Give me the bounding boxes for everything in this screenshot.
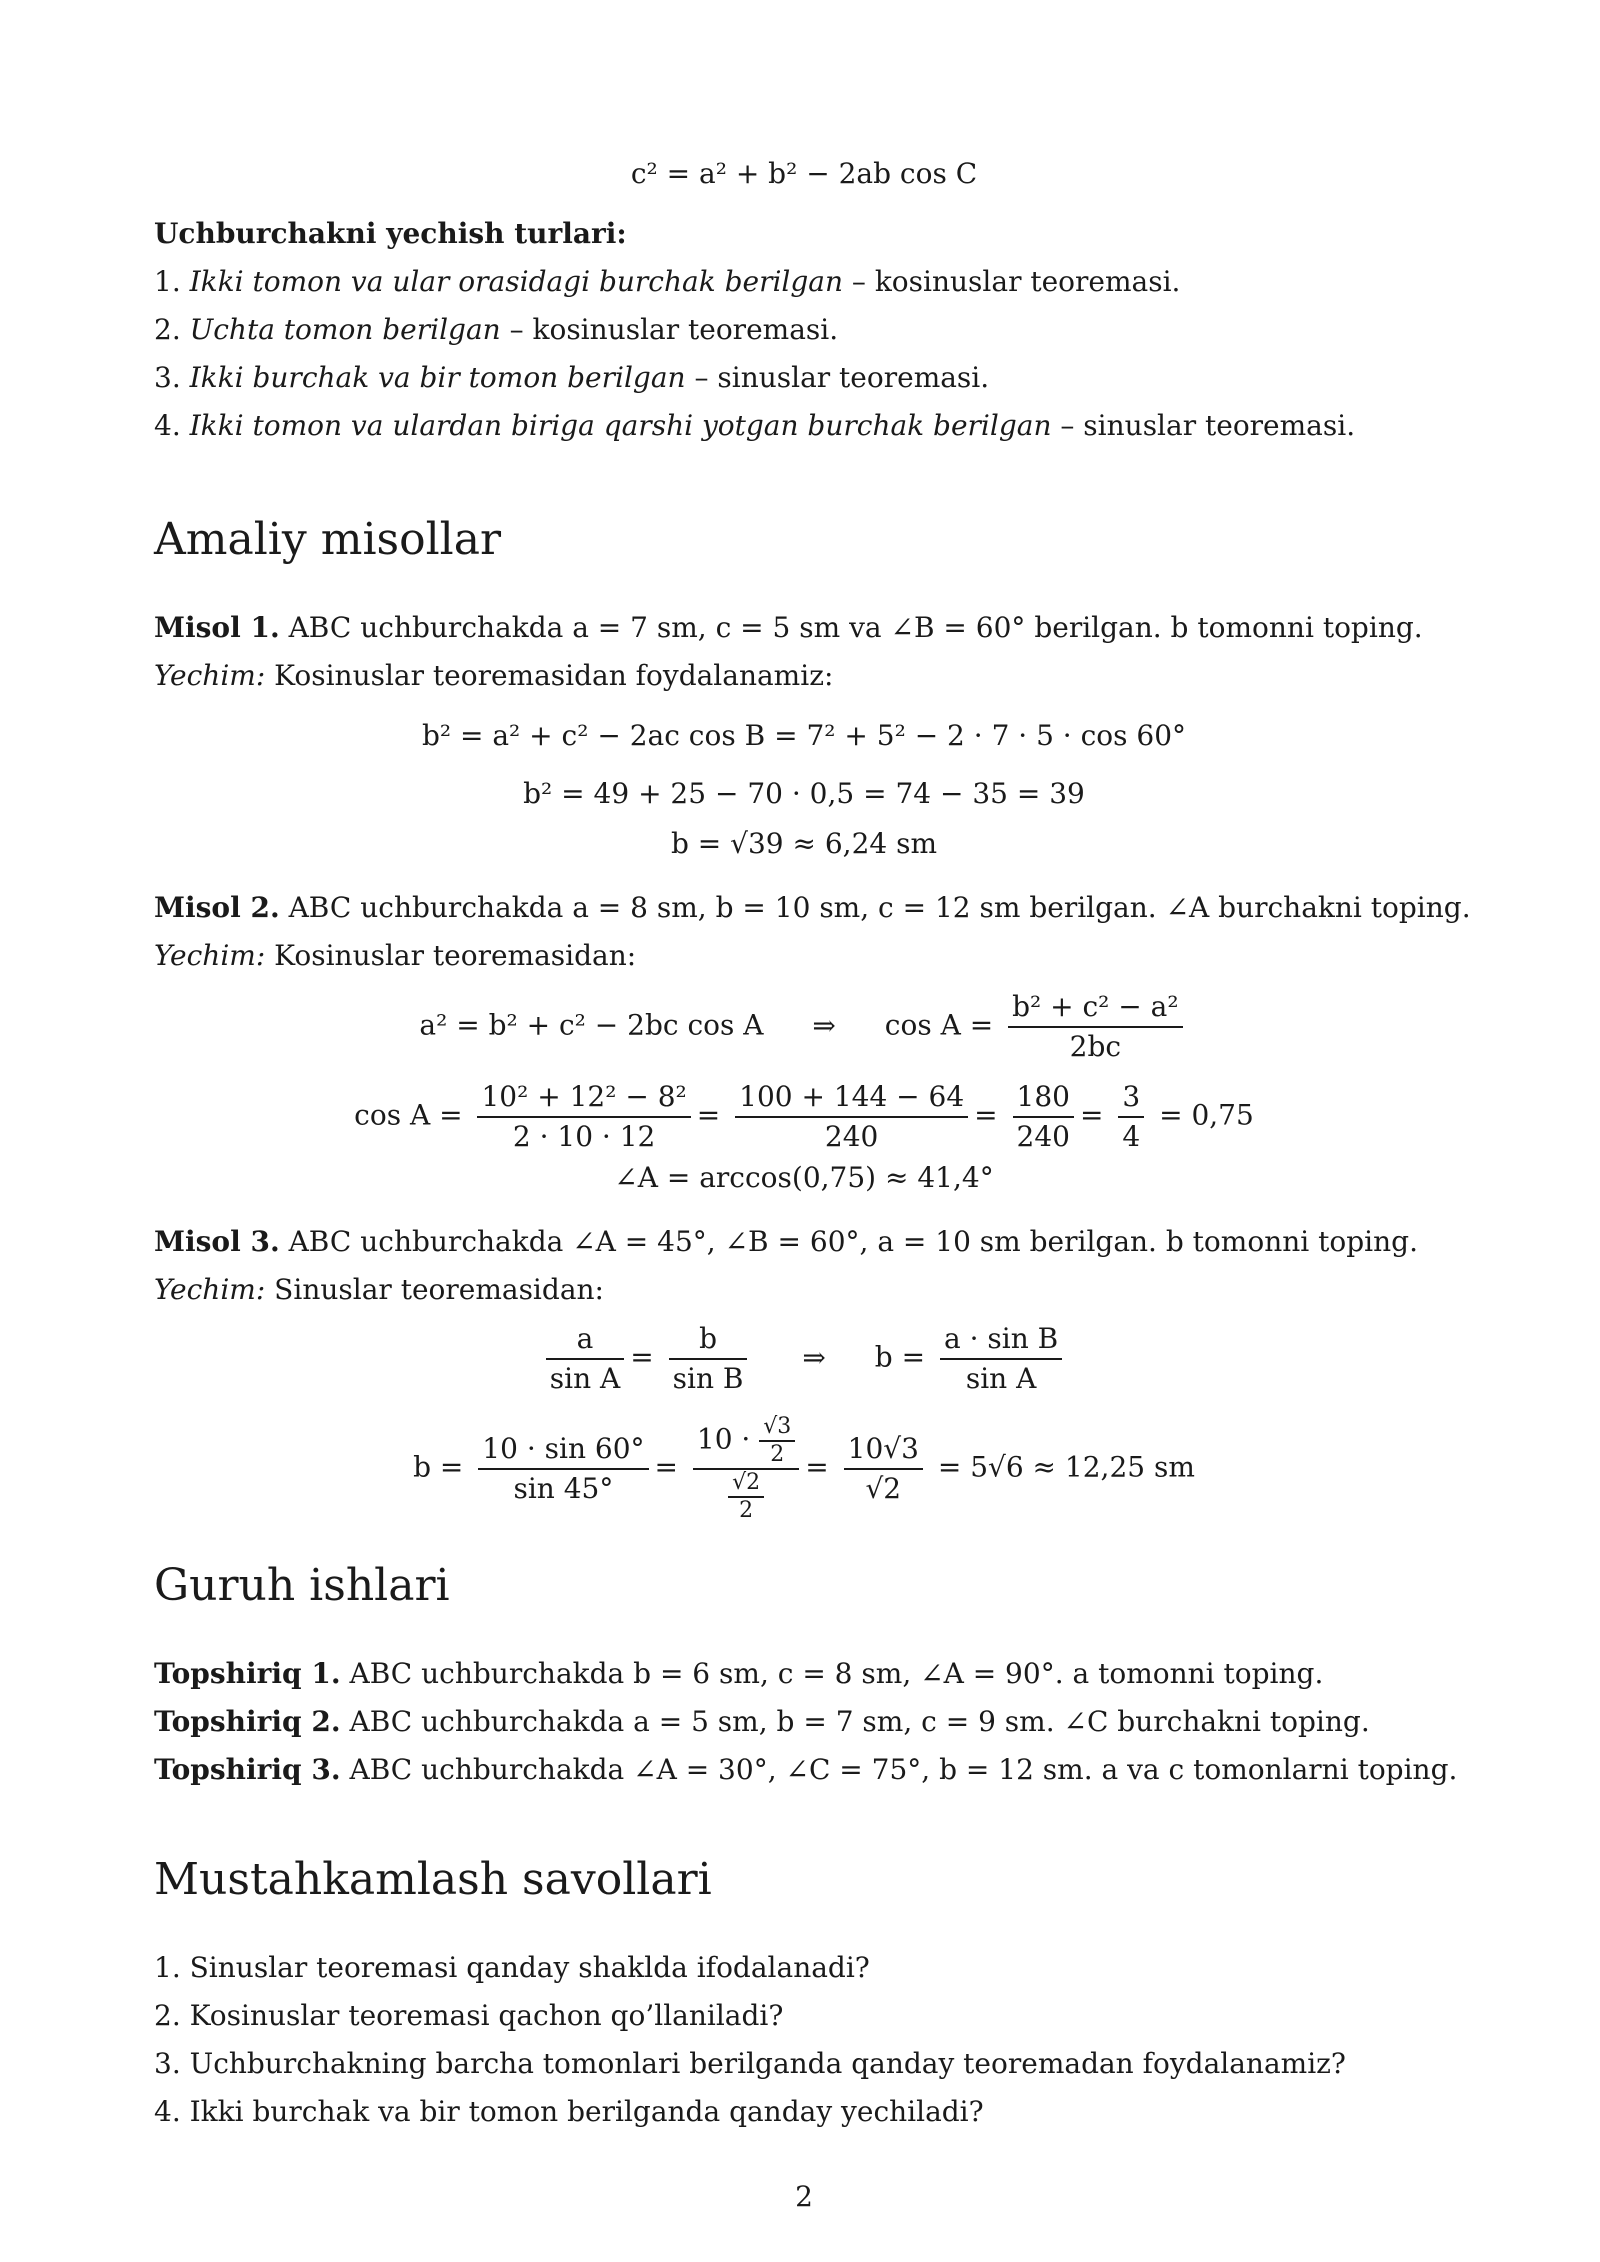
denominator: sin 45° xyxy=(513,1472,614,1505)
equation-result: = 0,75 xyxy=(1159,1098,1254,1132)
example-1-equation-2: b² = 49 + 25 − 70 · 0,5 = 74 − 35 = 39 xyxy=(523,777,1085,810)
numerator: 10√3 xyxy=(844,1430,923,1470)
item-method: – sinuslar teoremasi. xyxy=(685,361,990,394)
item-number: 4. xyxy=(154,409,181,442)
item-case: Ikki tomon va ulardan biriga qarshi yotgan burchak berilgan xyxy=(189,409,1052,442)
question-item: 2. Kosinuslar teoremasi qachon qo’llaniladi? xyxy=(154,1999,784,2032)
solution-text: Kosinuslar teoremasidan foydalanamiz: xyxy=(265,659,834,692)
numerator: 10² + 12² − 8² xyxy=(477,1078,690,1118)
denominator: sin B xyxy=(672,1362,744,1395)
numerator: a xyxy=(546,1320,624,1360)
types-heading: Uchburchakni yechish turlari: xyxy=(154,217,627,250)
example-2-statement xyxy=(154,890,1471,926)
fraction xyxy=(844,1430,923,1508)
example-text: ABC uchburchakda a = 7 sm, c = 5 sm va ∠B = 60° berilgan. b tomonni toping. xyxy=(279,611,1423,644)
types-item xyxy=(154,408,1355,444)
item-method: – sinuslar teoremasi. xyxy=(1051,409,1356,442)
numerator: 10 · sin 60° xyxy=(478,1430,648,1470)
types-item xyxy=(154,360,989,396)
task-label: Topshiriq 3. xyxy=(154,1753,341,1786)
task-item xyxy=(154,1752,1457,1788)
example-1-equation-1: b² = a² + c² − 2ac cos B = 7² + 5² − 2 · 7 · 5 · cos 60° xyxy=(421,719,1187,752)
solution-label: Yechim: xyxy=(154,939,266,972)
inner-fraction xyxy=(759,1414,795,1468)
item-method: – kosinuslar teoremasi. xyxy=(843,265,1181,298)
numerator: 3 xyxy=(1118,1078,1144,1118)
question-item: 4. Ikki burchak va bir tomon berilganda qanday yechiladi? xyxy=(154,2095,984,2128)
task-item xyxy=(154,1704,1370,1740)
fraction xyxy=(1118,1078,1144,1156)
example-2-equation-2: cos A = $\frac{\text{10² + 12² − 8²}}{2 \cdot 10 \cdot 12}$ = $\frac{100 + 144 - 64}{240}$ = $\frac{180}{240}$ = $\frac{3}{4}$ = 0,75 xyxy=(154,1078,1454,1156)
fraction xyxy=(1008,988,1183,1066)
item-case: Uchta tomon berilgan xyxy=(189,313,501,346)
item-case: Ikki burchak va bir tomon berilgan xyxy=(189,361,686,394)
task-label: Topshiriq 2. xyxy=(154,1705,341,1738)
numerator: 180 xyxy=(1013,1078,1074,1118)
task-text: ABC uchburchakda a = 5 sm, b = 7 sm, c = 9 sm. ∠C burchakni toping. xyxy=(340,1705,1370,1738)
item-number: 3. xyxy=(154,361,181,394)
denominator: 240 xyxy=(824,1120,879,1153)
solution-text: Sinuslar teoremasidan: xyxy=(265,1273,604,1306)
types-item xyxy=(154,264,1180,300)
question-item: 3. Uchburchakning barcha tomonlari berilganda qanday teoremadan foydalanamiz? xyxy=(154,2047,1346,2080)
item-method: – kosinuslar teoremasi. xyxy=(500,313,839,346)
example-2-equation-1 xyxy=(154,988,1454,1066)
task-item xyxy=(154,1656,1323,1692)
numerator: 100 + 144 − 64 xyxy=(735,1078,968,1118)
implies-arrow: ⇒ xyxy=(802,1340,826,1374)
fraction xyxy=(735,1078,968,1156)
inner-denominator: 2 xyxy=(770,1442,785,1467)
equation-b: b = xyxy=(413,1450,464,1484)
section-title-amaliy: Amaliy misollar xyxy=(154,514,501,565)
equation-lhs: cos A = xyxy=(354,1098,463,1132)
example-3-equation-2: b = $\frac{10 \cdot \sin 60^\circ}{\sin 45^\circ}$ = 10 · $\frac{√3}{2}$ $\frac{√2}{2}$ = $\frac{10√3}{√2}$ = 5√6 ≈ 12,25 sm xyxy=(413,1414,1195,1523)
page-number: 2 xyxy=(795,2180,813,2213)
solution-label: Yechim: xyxy=(154,659,266,692)
denominator: 4 xyxy=(1122,1120,1141,1153)
equation-lhs: a² = b² + c² − 2bc cos A xyxy=(419,1008,764,1042)
fraction xyxy=(940,1320,1062,1398)
task-text: ABC uchburchakda b = 6 sm, c = 8 sm, ∠A = 90°. a tomonni toping. xyxy=(340,1657,1324,1690)
cosine-law-formula: c² = a² + b² − 2ab cos C xyxy=(630,157,978,190)
denominator: 240 xyxy=(1016,1120,1070,1153)
fraction xyxy=(1013,1078,1074,1156)
example-3-equation-1: $\frac{a}{\text{sin A}}$ = $\frac{b}{\text{sin B}}$ ⇒ b = $\frac{\text{a · sin B}}{\text{sin A}}$ xyxy=(154,1320,1454,1398)
example-3-solution-intro xyxy=(154,1272,604,1308)
denominator: √2 xyxy=(865,1472,902,1505)
inner-denominator: 2 xyxy=(739,1498,754,1523)
example-1-equation-3: b = √39 ≈ 6,24 sm xyxy=(670,827,938,860)
example-text: ABC uchburchakda ∠A = 45°, ∠B = 60°, a = 10 sm berilgan. b tomonni toping. xyxy=(279,1225,1418,1258)
solution-label: Yechim: xyxy=(154,1273,266,1306)
denominator: 2bc xyxy=(1069,1030,1122,1063)
numerator: a · sin B xyxy=(940,1320,1062,1360)
denominator: sin A xyxy=(965,1362,1037,1395)
question-item: 1. Sinuslar teoremasi qanday shaklda ifodalanadi? xyxy=(154,1951,870,1984)
example-3-statement xyxy=(154,1224,1418,1260)
fraction xyxy=(478,1430,648,1508)
example-2-equation-3: ∠A = arccos(0,75) ≈ 41,4° xyxy=(614,1161,994,1194)
inner-fraction xyxy=(728,1470,764,1524)
numerator: b² + c² − a² xyxy=(1008,988,1183,1028)
numerator-prefix: 10 · xyxy=(696,1422,751,1456)
fraction xyxy=(477,1078,690,1156)
example-1-solution-intro xyxy=(154,658,833,694)
solution-text: Kosinuslar teoremasidan: xyxy=(265,939,637,972)
denominator xyxy=(693,1470,799,1524)
implies-arrow: ⇒ xyxy=(812,1008,836,1042)
denominator: sin A xyxy=(549,1362,621,1395)
numerator xyxy=(693,1414,799,1470)
item-case: Ikki tomon va ular orasidagi burchak berilgan xyxy=(189,265,844,298)
fraction xyxy=(669,1320,748,1398)
section-title-guruh: Guruh ishlari xyxy=(154,1560,450,1611)
types-item xyxy=(154,312,838,348)
task-text: ABC uchburchakda ∠A = 30°, ∠C = 75°, b = 12 sm. a va c tomonlarni toping. xyxy=(340,1753,1458,1786)
example-2-solution-intro xyxy=(154,938,636,974)
item-number: 2. xyxy=(154,313,181,346)
example-label: Misol 3. xyxy=(154,1225,280,1258)
equation-cos: cos A = xyxy=(884,1008,994,1042)
example-1-statement xyxy=(154,610,1423,646)
denominator: 2 · 10 · 12 xyxy=(512,1120,656,1153)
inner-numerator: √2 xyxy=(728,1470,764,1498)
numerator: b xyxy=(669,1320,748,1360)
fraction xyxy=(546,1320,624,1398)
inner-numerator: √3 xyxy=(759,1414,795,1442)
example-label: Misol 1. xyxy=(154,611,280,644)
item-number: 1. xyxy=(154,265,181,298)
example-label: Misol 2. xyxy=(154,891,280,924)
example-text: ABC uchburchakda a = 8 sm, b = 10 sm, c = 12 sm berilgan. ∠A burchakni toping. xyxy=(279,891,1471,924)
equation-b: b = xyxy=(874,1340,926,1374)
compound-fraction xyxy=(693,1414,799,1524)
section-title-mustahkamlash: Mustahkamlash savollari xyxy=(154,1854,712,1905)
task-label: Topshiriq 1. xyxy=(154,1657,341,1690)
equation-result: = 5√6 ≈ 12,25 sm xyxy=(937,1450,1195,1484)
